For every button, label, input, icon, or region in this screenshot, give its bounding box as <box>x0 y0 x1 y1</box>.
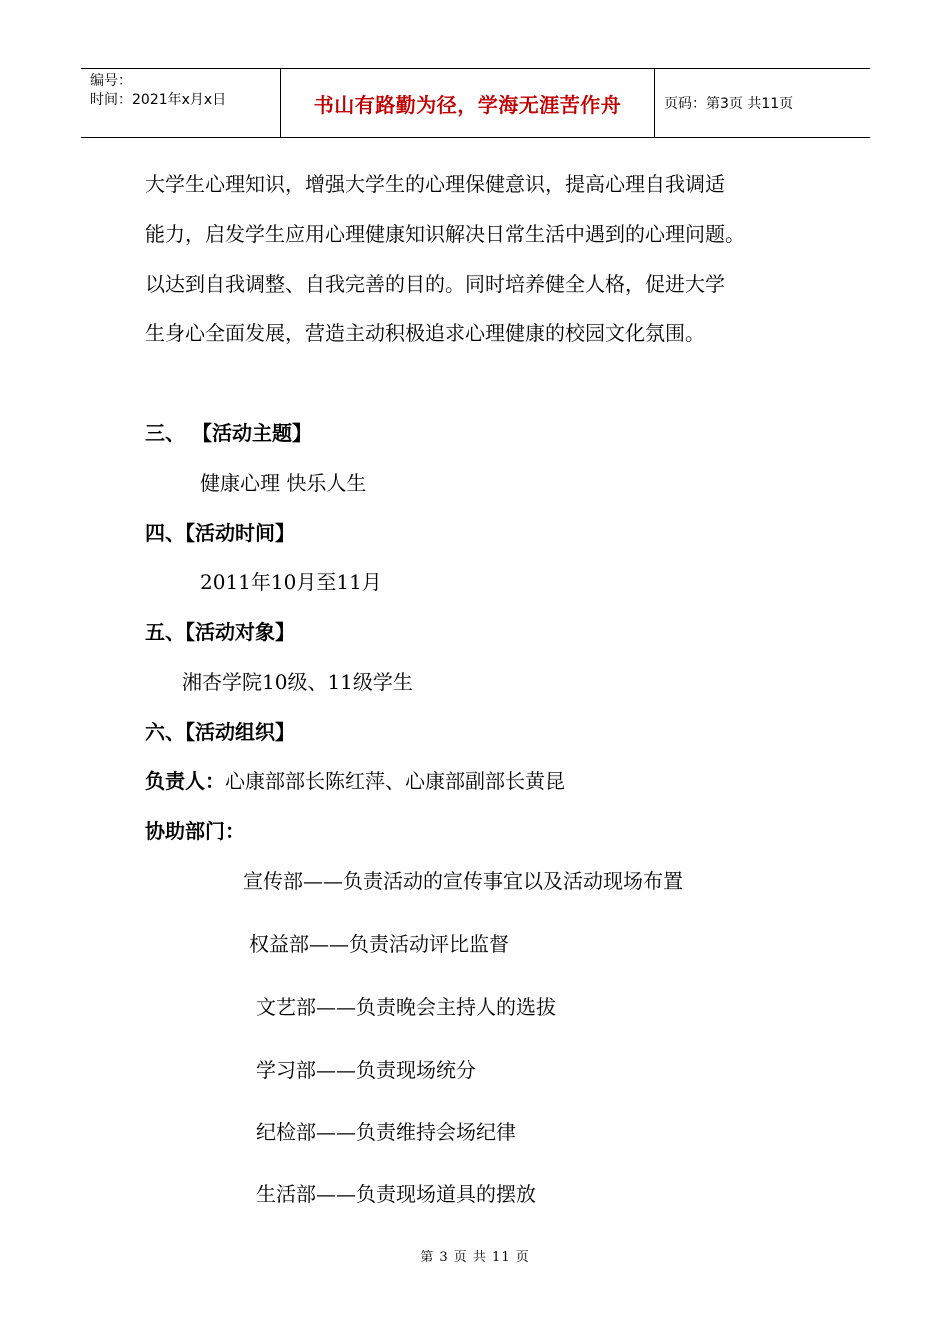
leader-text: 心康部部长陈红萍、心康部副部长黄昆 <box>225 769 565 793</box>
section-5-text: 湘杏学院10级、11级学生 <box>182 670 413 694</box>
department-item-study: 学习部——负责现场统分 <box>256 1058 476 1082</box>
intro-line-1: 大学生心理知识，增强大学生的心理保健意识，提高心理自我调适 <box>145 172 725 196</box>
assist-label: 协助部门： <box>145 819 245 843</box>
intro-line-4: 生身心全面发展，营造主动积极追求心理健康的校园文化氛围。 <box>145 321 705 345</box>
page-header <box>81 68 870 138</box>
page-footer: 第 3 页 共 11 页 <box>420 1250 530 1265</box>
department-item-life: 生活部——负责现场道具的摆放 <box>256 1182 536 1206</box>
time-label: 时间：2021年x月x日 <box>90 92 227 108</box>
section-3-heading: 三、 【活动主题】 <box>145 421 312 445</box>
number-label: 编号： <box>90 73 132 89</box>
leader-row <box>145 769 565 793</box>
section-4-heading: 四、【活动时间】 <box>145 521 295 545</box>
department-item-publicity: 宣传部——负责活动的宣传事宜以及活动现场布置 <box>243 869 683 893</box>
section-6-heading: 六、【活动组织】 <box>145 720 295 744</box>
section-3-text: 健康心理 快乐人生 <box>200 471 367 495</box>
section-5-heading: 五、【活动对象】 <box>145 620 295 644</box>
header-motto: 书山有路勤为径，学海无涯苦作舟 <box>281 69 655 137</box>
intro-line-3: 以达到自我调整、自我完善的目的。同时培养健全人格，促进大学 <box>145 272 725 296</box>
leader-label: 负责人： <box>145 769 225 793</box>
section-4-text: 2011年10月至11月 <box>200 570 382 594</box>
department-item-rights: 权益部——负责活动评比监督 <box>249 932 509 956</box>
department-item-discipline: 纪检部——负责维持会场纪律 <box>256 1120 516 1144</box>
department-item-arts: 文艺部——负责晚会主持人的选拔 <box>256 995 556 1019</box>
header-meta-cell <box>81 69 281 137</box>
intro-line-2: 能力，启发学生应用心理健康知识解决日常生活中遇到的心理问题。 <box>145 222 745 246</box>
header-page-info: 页码：第3页 共11页 <box>664 96 794 112</box>
